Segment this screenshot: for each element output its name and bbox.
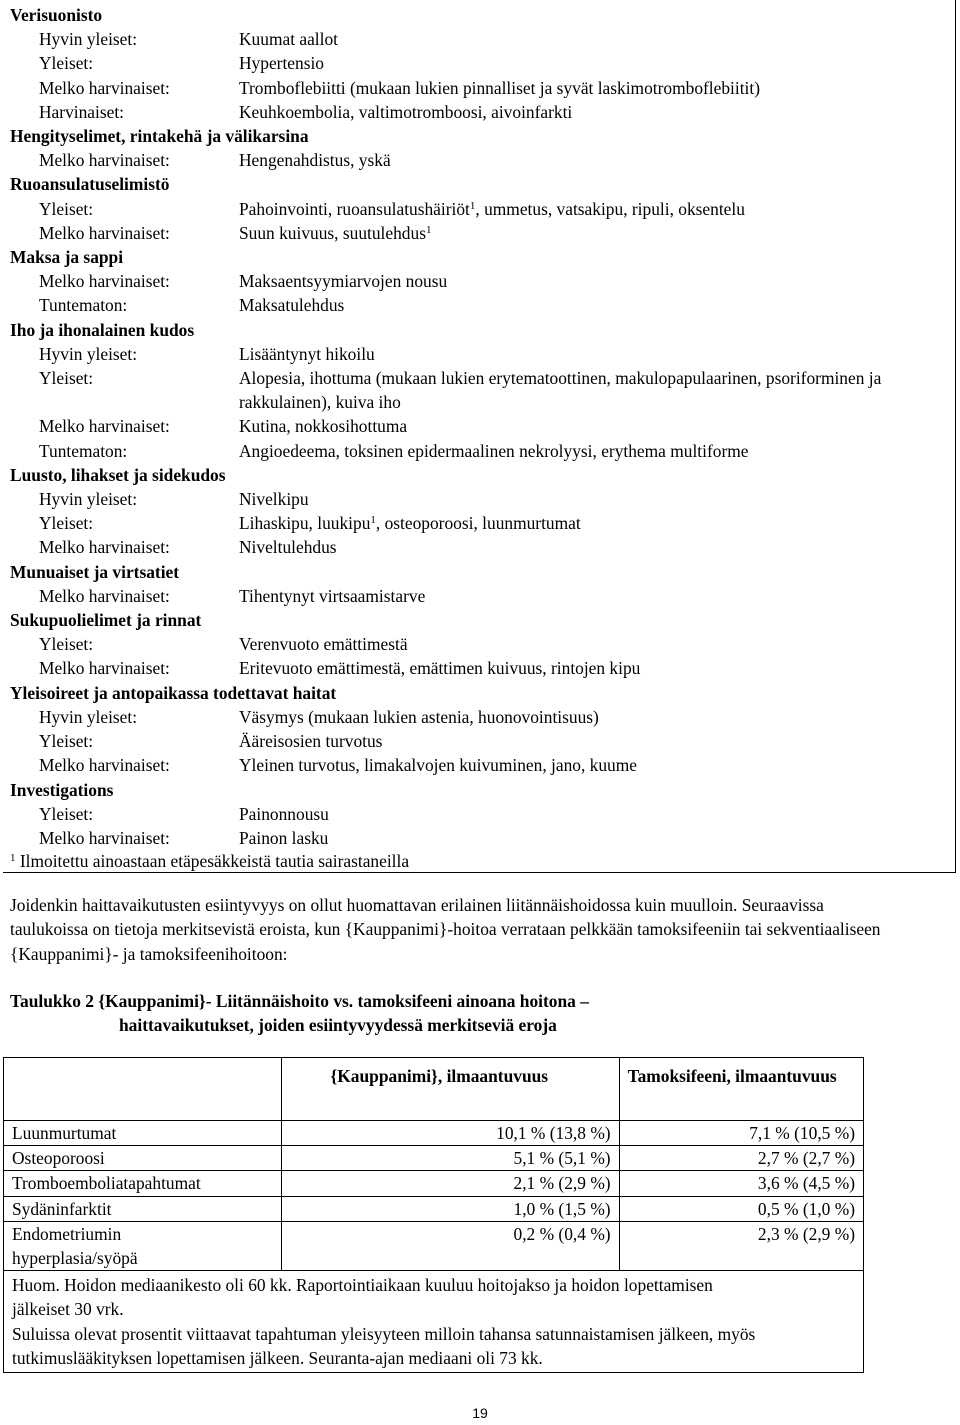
- frequency-label: Yleiset:: [39, 731, 94, 752]
- list-item: [10, 366, 950, 414]
- section-title: [10, 608, 950, 632]
- effect-description: Hengenahdistus, yskä: [239, 150, 391, 171]
- table-title: [10, 989, 910, 1037]
- frequency-label: Yleiset:: [39, 803, 94, 824]
- effect-description: Nivelkipu: [239, 489, 309, 510]
- table-cell: 0,5 % (1,0 %): [619, 1196, 863, 1221]
- effect-description: Kuumat aallot: [239, 29, 339, 50]
- section-title: [10, 463, 950, 487]
- effect-description: [239, 221, 950, 245]
- table-cell: Osteoporoosi: [4, 1146, 282, 1171]
- frequency-label: Yleiset:: [39, 368, 94, 389]
- frequency-label: Yleiset:: [39, 634, 94, 655]
- frequency-label: Hyvin yleiset:: [39, 29, 138, 50]
- list-item: [10, 293, 950, 317]
- body-paragraph: Joidenkin haittavaikutusten esiintyvyys on ollut huomattavan erilainen liitännäishoidossa kuin muulloin. Seuraavissa taulukoissa on tietoja merkitsevistä eroista, kun {Kauppanimi}-hoitoa verrataan pelkkään tamoksifeeniin tai sekventiaaliseen {Kauppanimi}- ja tamoksifeenihoitoon:: [10, 895, 881, 964]
- effect-description: [239, 197, 950, 221]
- list-item: [10, 487, 950, 511]
- list-item: [10, 221, 950, 245]
- section-title: [10, 778, 950, 802]
- section-title-text: Yleisoireet ja antopaikassa todettavat haitat: [10, 682, 337, 703]
- frequency-label: Melko harvinaiset:: [39, 271, 170, 292]
- table-note-text: Suluissa olevat prosentit viittaavat tapahtuman yleisyyteen milloin tahansa satunnaistamisen jälkeen, myös tutkimuslääkityksen lopettamisen jälkeen. Seuranta-ajan mediaani oli 73 kk.: [12, 1323, 756, 1368]
- table-row: [4, 1121, 864, 1146]
- list-item: [10, 51, 950, 75]
- table-cell: 3,6 % (4,5 %): [619, 1171, 863, 1196]
- header-cell: {Kauppanimi}, ilmaantuvuus: [282, 1058, 619, 1121]
- section-title: [10, 318, 950, 342]
- table-cell: Endometriumin hyperplasia/syöpä: [4, 1221, 282, 1270]
- effect-description: Yleinen turvotus, limakalvojen kuivuminen, jano, kuume: [239, 755, 637, 776]
- section-title: [10, 560, 950, 584]
- table-row: [4, 1171, 864, 1196]
- footnote: [10, 849, 409, 873]
- frequency-label: Melko harvinaiset:: [39, 827, 170, 848]
- section-title-text: Sukupuolielimet ja rinnat: [10, 610, 202, 631]
- header-cell: [4, 1058, 282, 1121]
- frequency-label: Melko harvinaiset:: [39, 222, 170, 243]
- table-cell: 2,3 % (2,9 %): [619, 1221, 863, 1270]
- effect-description: Lisääntynyt hikoilu: [239, 343, 375, 364]
- table-title-line: Taulukko 2 {Kauppanimi}- Liitännäishoito vs. tamoksifeeni ainoana hoitona –: [10, 991, 589, 1011]
- table-cell: Sydäninfarktit: [4, 1196, 282, 1221]
- frequency-label: Melko harvinaiset:: [39, 658, 170, 679]
- effect-description: Painonnousu: [239, 803, 329, 824]
- frequency-label: Melko harvinaiset:: [39, 585, 170, 606]
- effect-text: Lihaskipu, luukipu: [239, 513, 371, 534]
- effect-text: , ummetus, vatsakipu, ripuli, oksentelu: [475, 198, 745, 219]
- frequency-label: Yleiset:: [39, 53, 94, 74]
- table-header-row: [4, 1058, 864, 1121]
- list-item: [10, 76, 950, 100]
- effect-description: Maksatulehdus: [239, 295, 345, 316]
- table-cell: 10,1 % (13,8 %): [282, 1121, 619, 1146]
- footnote-marker: 1: [469, 199, 476, 212]
- effect-description: Kutina, nokkosihottuma: [239, 416, 408, 437]
- table-note: [4, 1271, 864, 1373]
- footnote-marker: 1: [370, 514, 376, 527]
- comparison-table: [3, 1057, 864, 1373]
- table-cell: 0,2 % (0,4 %): [282, 1221, 619, 1270]
- frequency-label: Harvinaiset:: [39, 101, 124, 122]
- list-item: [10, 100, 950, 124]
- list-item: [10, 729, 950, 753]
- list-item: [10, 342, 950, 366]
- table-cell: 7,1 % (10,5 %): [619, 1121, 863, 1146]
- effect-description: Niveltulehdus: [239, 537, 337, 558]
- effect-description: Ääreisosien turvotus: [239, 731, 383, 752]
- table-note-text: Huom. Hoidon mediaanikesto oli 60 kk. Raportointiaikaan kuuluu hoitojakso ja hoidon lopettamisen jälkeiset 30 vrk.: [12, 1275, 713, 1320]
- section-title-text: Munuaiset ja virtsatiet: [10, 561, 180, 582]
- frequency-label: Melko harvinaiset:: [39, 77, 170, 98]
- frequency-label: Hyvin yleiset:: [39, 706, 138, 727]
- table-cell: 5,1 % (5,1 %): [282, 1146, 619, 1171]
- effect-description: Hypertensio: [239, 53, 325, 74]
- frequency-label: Hyvin yleiset:: [39, 343, 138, 364]
- frequency-label: Yleiset:: [39, 513, 94, 534]
- list-item: [10, 802, 950, 826]
- list-item: [10, 753, 950, 777]
- frequency-label: Melko harvinaiset:: [39, 416, 170, 437]
- table-cell: 2,1 % (2,9 %): [282, 1171, 619, 1196]
- section-title: [10, 681, 950, 705]
- list-item: [10, 705, 950, 729]
- page-number: 19: [472, 1405, 488, 1421]
- header-cell: Tamoksifeeni, ilmaantuvuus: [619, 1058, 863, 1121]
- effect-description: Maksaentsyymiarvojen nousu: [239, 271, 448, 292]
- frequency-label: Tuntematon:: [39, 295, 128, 316]
- effect-description: Alopesia, ihottuma (mukaan lukien erytematoottinen, makulopapulaarinen, psoriforminen ja rakkulainen), kuiva iho: [239, 368, 882, 413]
- list-item: [10, 826, 950, 850]
- list-item: [10, 414, 950, 438]
- effect-description: Tromboflebiitti (mukaan lukien pinnalliset ja syvät laskimotromboflebiitit): [239, 77, 761, 98]
- list-item: [10, 197, 950, 221]
- effect-text: Suun kuivuus, suutulehdus: [239, 222, 426, 243]
- effect-text: , osteoporoosi, luunmurtumat: [375, 513, 581, 534]
- table-cell: 1,0 % (1,5 %): [282, 1196, 619, 1221]
- list-item: [10, 269, 950, 293]
- table-row: [4, 1221, 864, 1270]
- section-title: [10, 172, 950, 196]
- section-title: [10, 124, 950, 148]
- table-row: [4, 1146, 864, 1171]
- section-title-text: Luusto, lihakset ja sidekudos: [10, 464, 226, 485]
- effect-text: Pahoinvointi, ruoansulatushäiriöt: [239, 198, 470, 219]
- section-title-text: Ruoansulatuselimistö: [10, 174, 170, 195]
- section-title-text: Hengityselimet, rintakehä ja välikarsina: [10, 126, 309, 147]
- frequency-label: Yleiset:: [39, 198, 94, 219]
- section-title-text: Maksa ja sappi: [10, 247, 124, 268]
- frequency-label: Hyvin yleiset:: [39, 489, 138, 510]
- section-title-text: Verisuonisto: [10, 5, 103, 25]
- table-cell: 2,7 % (2,7 %): [619, 1146, 863, 1171]
- list-item: [10, 511, 950, 535]
- frequency-label: Melko harvinaiset:: [39, 755, 170, 776]
- footnote-marker: 1: [425, 223, 432, 236]
- table-cell: Tromboemboliatapahtumat: [4, 1171, 282, 1196]
- list-item: [10, 584, 950, 608]
- effect-description: Väsymys (mukaan lukien astenia, huonovointisuus): [239, 706, 599, 727]
- effect-description: Verenvuoto emättimestä: [239, 634, 408, 655]
- list-item: [10, 439, 950, 463]
- section-title-text: Investigations: [10, 779, 114, 800]
- section-title: [10, 3, 950, 27]
- effect-description: Tihentynyt virtsaamistarve: [239, 585, 426, 606]
- footnote-marker: 1: [10, 852, 16, 864]
- footnote-text: Ilmoitettu ainoastaan etäpesäkkeistä tautia sairastaneilla: [15, 851, 410, 871]
- effect-description: Angioedeema, toksinen epidermaalinen nekrolyysi, erythema multiforme: [239, 440, 749, 461]
- list-item: [10, 148, 950, 172]
- list-item: [10, 535, 950, 559]
- effect-description: Keuhkoembolia, valtimotromboosi, aivoinfarkti: [239, 101, 573, 122]
- table-row: [4, 1196, 864, 1221]
- table-note-row: [4, 1271, 864, 1373]
- frequency-label: Melko harvinaiset:: [39, 537, 170, 558]
- table-title-line: haittavaikutukset, joiden esiintyvyydessä merkitseviä eroja: [119, 1015, 557, 1036]
- frequency-label: Melko harvinaiset:: [39, 150, 170, 171]
- adverse-effects-list: [10, 3, 950, 850]
- section-title: [10, 245, 950, 269]
- list-item: [10, 632, 950, 656]
- frequency-label: Tuntematon:: [39, 440, 128, 461]
- section-title-text: Iho ja ihonalainen kudos: [10, 319, 195, 340]
- effect-description: Eritevuoto emättimestä, emättimen kuivuus, rintojen kipu: [239, 658, 641, 679]
- table-cell: Luunmurtumat: [4, 1121, 282, 1146]
- list-item: [10, 27, 950, 51]
- list-item: [10, 656, 950, 680]
- effect-description: Painon lasku: [239, 827, 329, 848]
- effect-description: [239, 511, 950, 535]
